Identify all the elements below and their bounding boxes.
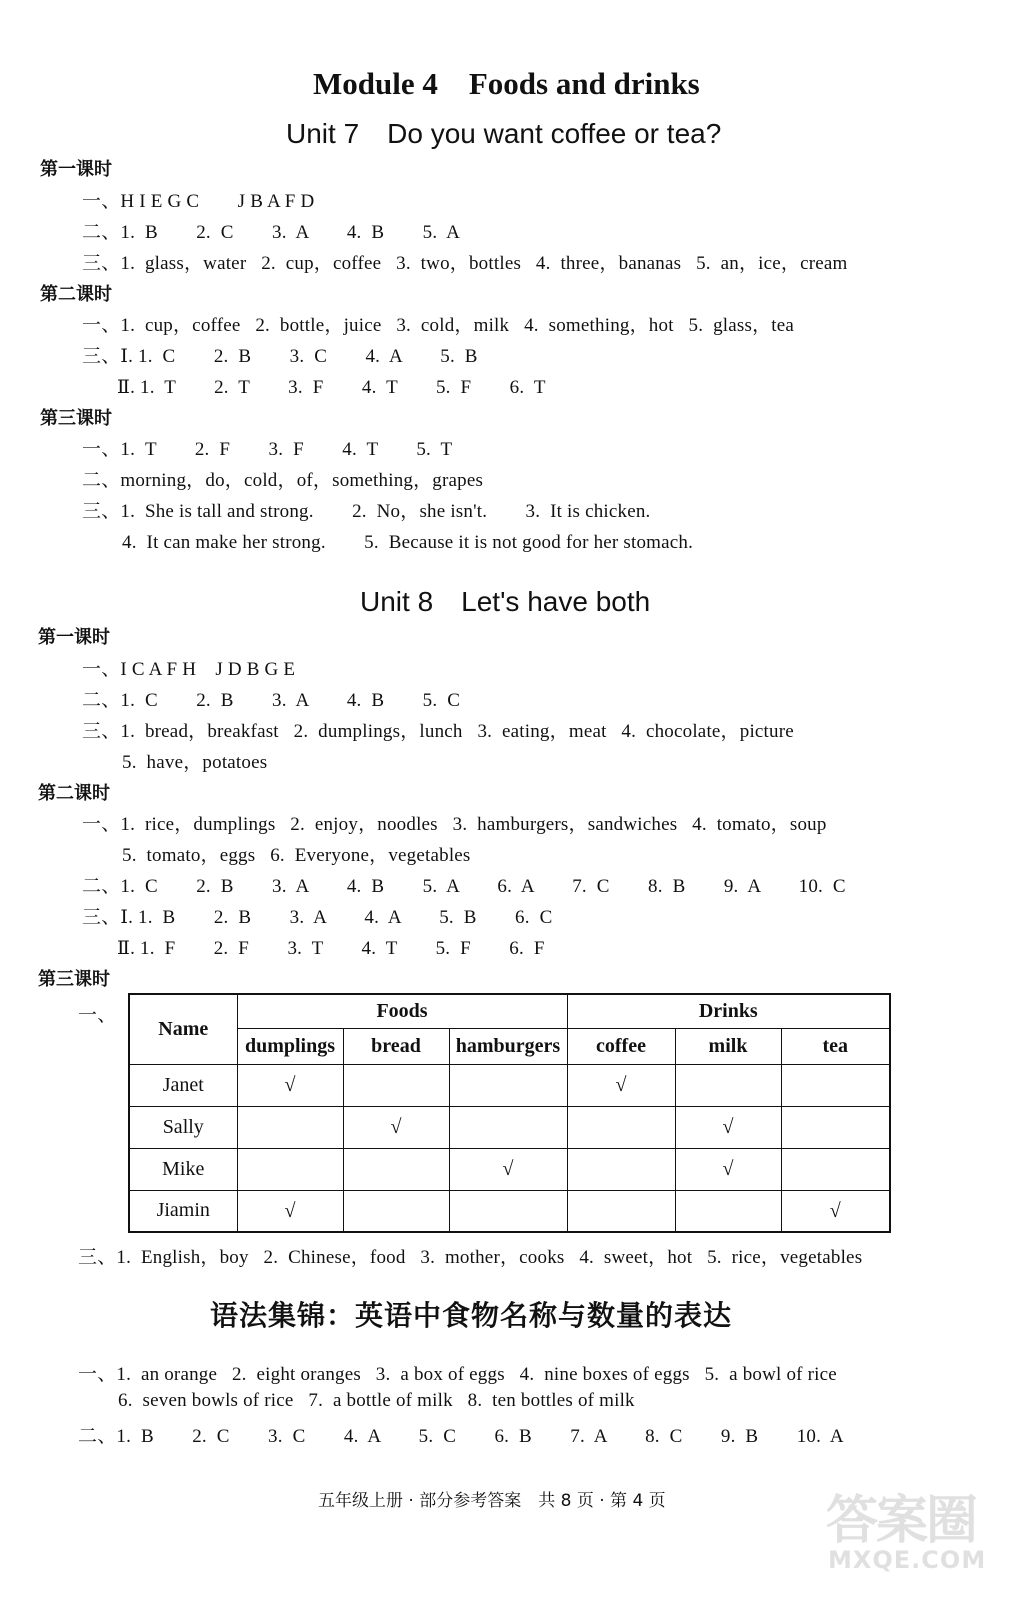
table-row [129,1064,890,1106]
foods-header: Foods [237,994,567,1028]
unit7-lesson1-label: 第一课时 [40,159,112,180]
watermark-url: MXQE.COM [828,1546,987,1574]
check-cell: √ [343,1106,449,1148]
check-cell [675,1064,781,1106]
column-header-tea: tea [781,1028,890,1064]
answer-line: 一、1. rice，dumplings 2. enjoy，noodles 3. hamburgers，sandwiches 4. tomato，soup [82,814,827,835]
food-drink-table [128,993,891,1233]
answer-line: 一、1. an orange 2. eight oranges 3. a box of eggs 4. nine boxes of eggs 5. a bowl of rice [78,1364,837,1385]
answer-line: 三、1. glass，water 2. cup，coffee 3. two，bottles 4. three，bananas 5. an，ice，cream [82,253,848,274]
row-name: Sally [129,1106,237,1148]
answer-line: 三、1. She is tall and strong. 2. No，she isn't. 3. It is chicken. [82,501,651,522]
grammar-title: 语法集锦：英语中食物名称与数量的表达 [210,1299,733,1332]
answer-line: 6. seven bowls of rice 7. a bottle of milk 8. ten bottles of milk [118,1390,635,1411]
answer-line: 一、1. cup，coffee 2. bottle，juice 3. cold，milk 4. something，hot 5. glass，tea [82,315,795,336]
unit8-lesson3-label: 第三课时 [38,969,110,990]
check-cell: √ [449,1148,567,1190]
check-cell: √ [567,1064,675,1106]
answer-line: 一、I C A F H J D B G E [82,659,296,680]
check-cell [343,1148,449,1190]
unit8-title: Unit 8 Let's have both [360,586,651,617]
answer-line: 二、1. B 2. C 3. C 4. A 5. C 6. B 7. A 8. C 9. B 10. A [78,1426,844,1447]
answer-line: 二、1. C 2. B 3. A 4. B 5. A 6. A 7. C 8. B 9. A 10. C [82,876,846,897]
unit8-lesson2-label: 第二课时 [38,783,110,804]
check-cell [449,1106,567,1148]
answer-line: 一、H I E G C J B A F D [82,191,315,212]
name-header: Name [129,994,237,1064]
check-cell: √ [675,1148,781,1190]
answer-line: Ⅱ. 1. F 2. F 3. T 4. T 5. F 6. F [117,938,545,959]
drinks-header: Drinks [567,994,890,1028]
check-cell [343,1190,449,1232]
check-cell: √ [675,1106,781,1148]
row-name: Jiamin [129,1190,237,1232]
answer-line: Ⅱ. 1. T 2. T 3. F 4. T 5. F 6. T [117,377,546,398]
check-cell [781,1106,890,1148]
check-cell [781,1064,890,1106]
unit7-lesson2-label: 第二课时 [40,284,112,305]
table-row [129,1190,890,1232]
check-cell [449,1190,567,1232]
answer-line: 二、1. C 2. B 3. A 4. B 5. C [82,690,461,711]
check-cell: √ [237,1190,343,1232]
module-title: Module 4 Foods and drinks [313,66,700,101]
check-cell [781,1148,890,1190]
table-row [129,1148,890,1190]
check-cell [343,1064,449,1106]
check-cell: √ [237,1064,343,1106]
check-cell [567,1106,675,1148]
unit7-title: Unit 7 Do you want coffee or tea? [286,118,722,149]
check-cell [449,1064,567,1106]
answer-line: 三、Ⅰ. 1. C 2. B 3. C 4. A 5. B [82,346,478,367]
table-prefix: 一、 [78,1005,117,1026]
unit8-lesson1-label: 第一课时 [38,627,110,648]
answer-line: 4. It can make her strong. 5. Because it is not good for her stomach. [122,532,694,553]
answer-line: 三、1. English，boy 2. Chinese，food 3. mother，cooks 4. sweet，hot 5. rice，vegetables [78,1247,863,1268]
watermark-text: 答案圈 [826,1491,977,1551]
answer-line: 三、1. bread，breakfast 2. dumplings，lunch 3. eating，meat 4. chocolate，picture [82,721,794,742]
column-header-coffee: coffee [567,1028,675,1064]
unit7-lesson3-label: 第三课时 [40,408,112,429]
answer-line: 一、1. T 2. F 3. F 4. T 5. T [82,439,453,460]
answer-line: 二、1. B 2. C 3. A 4. B 5. A [82,222,461,243]
answer-line: 二、morning，do，cold，of，something，grapes [82,470,484,491]
column-header-bread: bread [343,1028,449,1064]
check-cell: √ [781,1190,890,1232]
check-cell [675,1190,781,1232]
answer-line: 5. have，potatoes [122,752,268,773]
row-name: Mike [129,1148,237,1190]
column-header-milk: milk [675,1028,781,1064]
answer-line: 5. tomato，eggs 6. Everyone，vegetables [122,845,471,866]
check-cell [237,1106,343,1148]
table-row [129,1106,890,1148]
column-header-dumplings: dumplings [237,1028,343,1064]
check-cell [567,1190,675,1232]
check-cell [237,1148,343,1190]
watermark-logo [820,1478,990,1588]
check-cell [567,1148,675,1190]
answer-line: 三、Ⅰ. 1. B 2. B 3. A 4. A 5. B 6. C [82,907,553,928]
column-header-hamburgers: hamburgers [449,1028,567,1064]
row-name: Janet [129,1064,237,1106]
page-footer: 五年级上册 · 部分参考答案 共 8 页 · 第 4 页 [318,1491,666,1511]
